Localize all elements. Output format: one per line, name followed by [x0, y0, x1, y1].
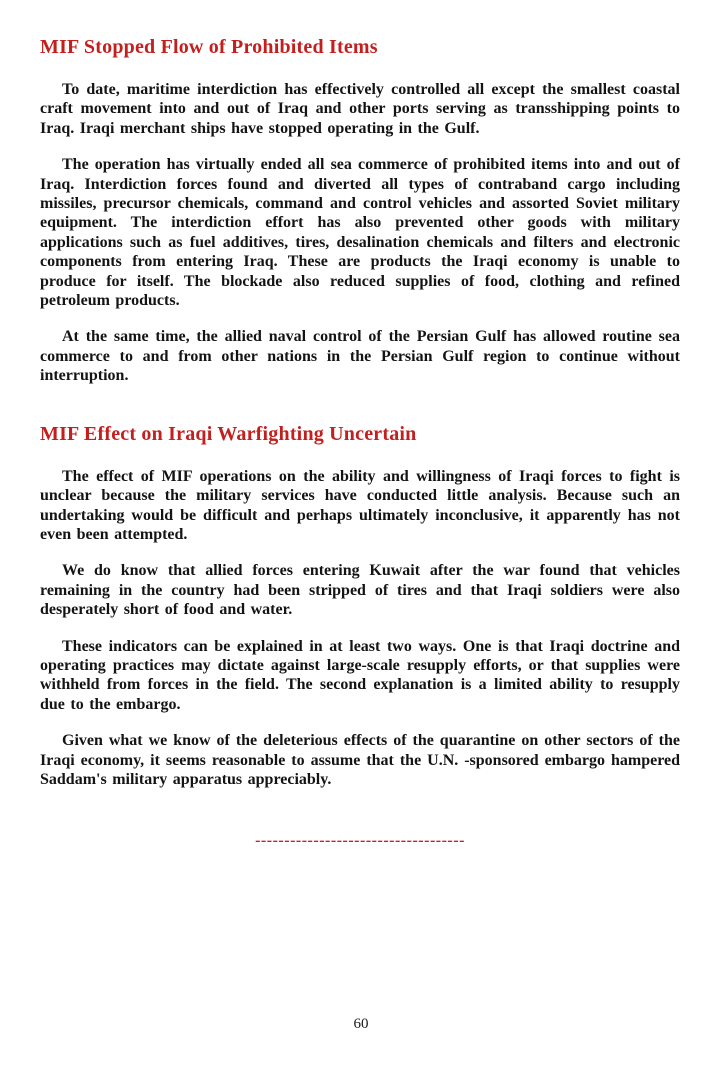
section-2-paragraph-2: We do know that allied forces entering Kuwait after the war found that vehicles remaining in the country had been stripped of tires and that Iraqi soldiers were also desperately short of food and water.	[40, 562, 680, 619]
section-2-heading: MIF Effect on Iraqi Warfighting Uncertain	[40, 422, 417, 445]
section-1-paragraph-1: To date, maritime interdiction has effectively controlled all except the smallest coastal craft movement into and out of Iraq and other ports serving as transshipping points to Iraq. Iraqi merchant ships have stopped operating in the Gulf.	[40, 81, 680, 137]
section-1-paragraph-3: At the same time, the allied naval control of the Persian Gulf has allowed routine sea commerce to and from other nations in the Persian Gulf region to continue without interruption.	[40, 328, 680, 385]
section-1-heading: MIF Stopped Flow of Prohibited Items	[40, 36, 378, 58]
section-1-paragraph-2: The operation has virtually ended all sea commerce of prohibited items into and out of Iraq. Interdiction forces found and diverted all types of contraband cargo including missiles, precursor chemicals, command and control vehicles and assorted Soviet military equipment. The interdiction effort has also prevented other goods with military applications such as fuel additives, tires, desalination chemicals and filters and electronic components from entering Iraq. These are products the Iraqi economy is unable to produce for itself. The blockade also reduced supplies of food, clothing and refined petroleum products.	[40, 156, 680, 310]
section-2-paragraph-3: These indicators can be explained in at least two ways. One is that Iraqi doctrine and operating practices may dictate against large-scale resupply efforts, or that supplies were withheld from forces in the field. The second explanation is a limited ability to resupply due to the embargo.	[40, 637, 680, 713]
section-2-paragraph-1: The effect of MIF operations on the ability and willingness of Iraqi forces to fight is unclear because the military services have conducted little analysis. Because such an undertaking would be difficult and perhaps ultimately inconclusive, it apparently has not even been attempted.	[40, 467, 680, 543]
section-2-paragraph-4: Given what we know of the deleterious effects of the quarantine on other sectors of the Iraqi economy, it seems reasonable to assume that the U.N. -sponsored embargo hampered Saddam's military apparatus appreciably.	[40, 732, 680, 788]
page-number: 60	[353, 1016, 369, 1032]
dashed-separator: ------------------------------------	[255, 832, 465, 850]
